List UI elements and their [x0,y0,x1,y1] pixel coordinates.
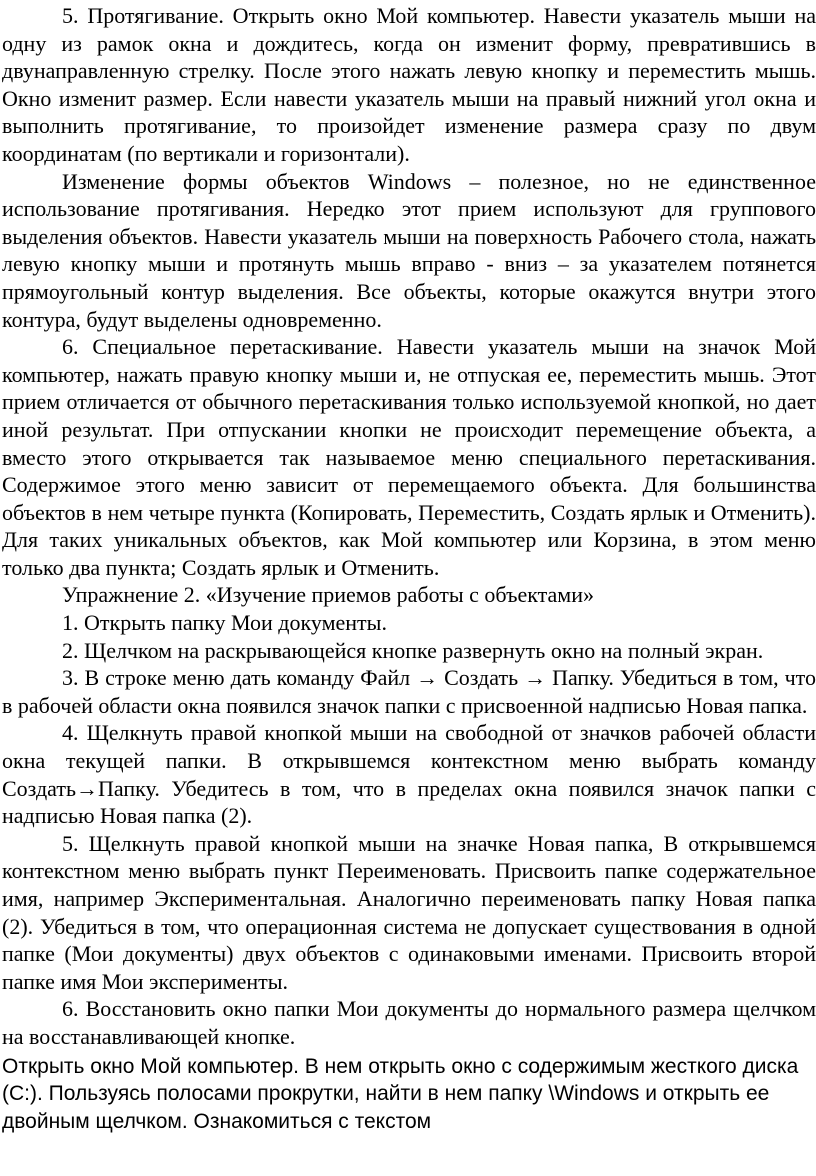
paragraph-special-drag: 6. Специальное перетаскивание. Навести указатель мыши на значок Мой компьютер, нажать правую кнопку мыши и, не отпуская ее, переместить мышь. Этот прием отличается от обычного перетаскивания только используемой кнопкой, но дает иной результат. При отпускании кнопки не происходит перемещение объекта, а вместо этого открывается так называемое меню специального перетаскивания. Содержимое этого меню зависит от перемещаемого объекта. Для большинства объектов в нем четыре пункта (Копировать, Переместить, Создать ярлык и Отменить). Для таких уникальных объектов, как Мой компьютер или Корзина, в этом меню только два пункта; Создать ярлык и Отменить. [2,334,816,580]
paragraph-stretching: 5. Протягивание. Открыть окно Мой компьютер. Навести указатель мыши на одну из рамок окна и дождитесь, когда он изменит форму, превратившись в двунаправленную стрелку. После этого нажать левую кнопку и переместить мышь. Окно изменит размер. Если навести указатель мыши на правый нижний угол окна и выполнить протягивание, то произойдет изменение размера сразу по двум координатам (по вертикали и горизонтали). [2,3,816,166]
exercise-step-5: 5. Щелкнуть правой кнопкой мыши на значке Новая папка, В открывшемся контекстном меню выбрать пункт Переименовать. Присвоить папке содержательное имя, например Экспериментальная. Аналогично переименовать папку Новая папка (2). Убедиться в том, что операционная система не допускает существования в одной папке (Мои документы) двух объектов с одинаковыми именами. Присвоить второй папке имя Мои эксперименты. [2,830,816,994]
exercise-step-4: 4. Щелкнуть правой кнопкой мыши на свободной от значков рабочей области окна текущей папки. В открывшемся контекстном меню выбрать команду Создать→Папку. Убедитесь в том, что в пределах окна появился значок папки с надписью Новая папка (2). [2,720,816,829]
exercise-heading: Упражнение 2. «Изучение приемов работы с объектами» [62,582,594,608]
exercise-step-2: 2. Щелчком на раскрывающейся кнопке развернуть окно на полный экран. [62,637,764,663]
trailing-text: Открыть окно Мой компьютер. В нем открыть окно с содержимым жесткого диска (С:). Пользуясь полосами прокрутки, найти в нем папку \Windows и открыть ее двойным щелчком. Ознакомиться с текстом [2,1054,799,1133]
exercise-step-6: 6. Восстановить окно папки Мои документы до нормального размера щелчком на восстанавливающей кнопке. [2,996,816,1049]
exercise-step-3: 3. В строке меню дать команду Файл → Создать → Папку. Убедиться в том, что в рабочей области окна появился значок папки с присвоенной надписью Новая папка. [2,665,816,718]
paragraph-shape-change: Изменение формы объектов Windows – полезное, но не единственное использование протягивания. Нередко этот прием используют для группового выделения объектов. Навести указатель мыши на поверхность Рабочего стола, нажать левую кнопку мыши и протянуть мышь вправо - вниз – за указателем потянется прямоугольный контур выделения. Все объекты, которые окажутся внутри этого контура, будут выделены одновременно. [2,168,816,332]
exercise-step-1: 1. Открыть папку Мои документы. [62,610,387,636]
